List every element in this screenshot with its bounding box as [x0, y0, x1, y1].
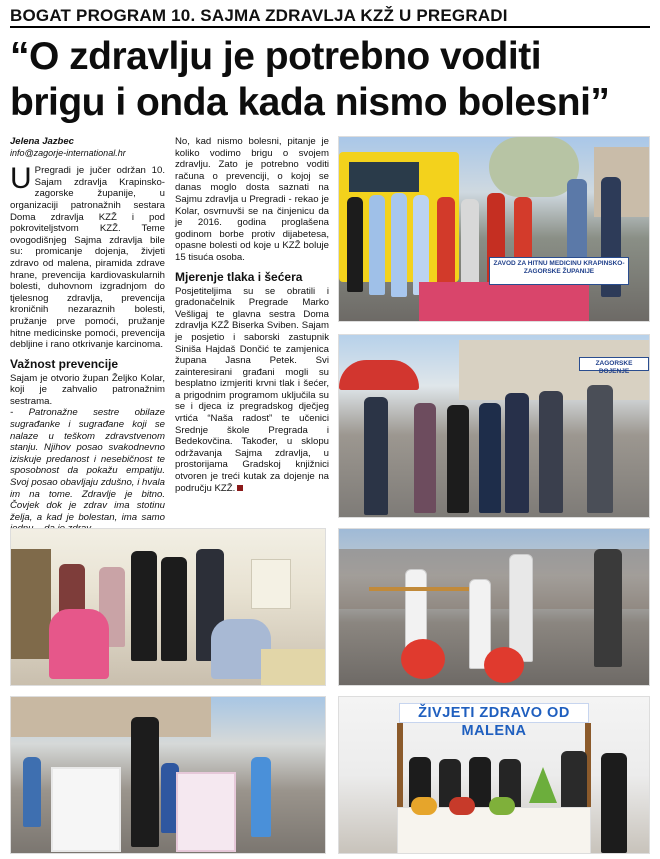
person [369, 195, 385, 295]
photo-nurses-ambulance [338, 136, 650, 322]
tree [489, 137, 579, 197]
photo-dignitaries [338, 334, 650, 518]
sofa [261, 649, 326, 686]
person [413, 195, 429, 295]
subheading-measurement: Mjerenje tlaka i šećera [175, 269, 303, 284]
end-mark [237, 485, 243, 491]
person [347, 197, 363, 292]
byline-author: Jelena Jazbec [10, 136, 74, 147]
person [161, 557, 187, 661]
article-paragraph-3-quote: - Patronažne sestre obilaze sugrađanke i sugrađane koji se nalaze u teškom zdravstvenom stanju. Njihov posao svakodnevno iziskuje predanost i nesebičnost te sposobnost da pokažu empatiju. Svoj posao obavljaju zdušno, i hvala im na tome. Zdravlje je bitno. Čovjek dok je zdrav ima stotinu želja, a kad je bolestan, ima samo [10, 407, 165, 523]
person [461, 199, 479, 295]
fruit-basket [411, 797, 437, 815]
section-header: BOGAT PROGRAM 10. SAJMA ZDRAVLJA KZŽ U PREGRADI [10, 6, 650, 28]
ambulance-window [349, 162, 419, 192]
headline [10, 34, 650, 126]
breastfeeding-sign: ZAGORSKE DOJENJE [579, 357, 649, 371]
article-column-1 [10, 136, 165, 551]
umbrella [339, 360, 419, 390]
person [479, 403, 501, 513]
adult [131, 717, 159, 847]
person [601, 753, 627, 853]
person [594, 549, 622, 667]
mother-with-baby [49, 609, 109, 679]
miffy-poster [251, 559, 291, 609]
person [509, 554, 533, 662]
byline-email: info@zagorje-international.hr [10, 147, 126, 158]
subheading-prevention: Važnost prevencije [10, 356, 119, 371]
ambulance-service-sign: ZAVOD ZA HITNU MEDICINU KRAPINSKO-ZAGORSKE ŽUPANIJE [489, 257, 629, 285]
person [437, 197, 455, 295]
fruit-basket [449, 797, 475, 815]
article-column-2 [175, 136, 329, 494]
photo-poster [176, 772, 236, 852]
photo-poster [51, 767, 121, 852]
exercise-ball [484, 647, 524, 683]
photo-breastfeeding-corner [10, 528, 326, 686]
headline-line-2: brigu i onda kada nismo bolesni” [10, 81, 610, 124]
article-paragraph-2: Sajam je otvorio župan Željko Kolar, koji je zahvalio patronažnim sestrama. [10, 372, 165, 407]
healthy-from-young-banner: ŽIVJETI ZDRAVO OD MALENA [399, 703, 589, 723]
paragraph-5-text: Posjetiteljima su se obratili i gradonačelnik Pregrade Marko Vešligaj te glavna sestra Doma zdravlja KZŽ Biserka Sviben. Sajam je posjetio i saborski zastupnik Siniša Hajdaš Dončić te zamjenica župana Jasna Petek. Svi zainteresirani građani mogli su besplatno izmjeriti krvni tlak i šećer, a prigodnim programom uključila su se i djeca iz pregradskog dječjeg vrtića “Naša radost” te učenici Srednje škole Pregrada i Bedekovčina. Također, u sklopu održavanja Sajma zdravlja, u prostorijama Gradskoj knjižnici otvoren je treći kutak za dojenje na području KZŽ. [175, 285, 329, 494]
photo-healthy-eating-stand [338, 696, 650, 854]
person [587, 385, 613, 513]
person [505, 393, 529, 513]
person [391, 193, 407, 297]
person [539, 391, 563, 513]
person [364, 397, 388, 515]
article-paragraph-1 [10, 162, 165, 351]
headline-line-1: “O zdravlju je potrebno voditi [10, 35, 542, 78]
person [447, 405, 469, 513]
dropcap: U [10, 162, 32, 196]
person [131, 551, 157, 661]
table-red-cloth [419, 282, 589, 322]
article-paragraph-5 [175, 286, 329, 495]
article-paragraph-4: No, kad nismo bolesni, pitanje je koliko vodimo brigu o svojem zdravlju. Zato je potrebno voditi računa o prevenciji, o kojoj se danas moglo dosta saznati na Sajmu zdravlja u Pregradi - rekao je Kolar, osvrnuvši se na činjenicu da je 2016. godina proglašena godinom borbe protiv dijabetesa, opasne bolesti od koje u KZŽ boluje 15 tisuća osoba. [175, 136, 329, 263]
person [414, 403, 436, 513]
photo-children-posters [10, 696, 326, 854]
exercise-stick [369, 587, 469, 591]
child [251, 757, 271, 837]
photo-exercise-demo [338, 528, 650, 686]
child [23, 757, 41, 827]
food-pyramid [529, 767, 557, 803]
bookshelf [11, 549, 51, 659]
fruit-basket [489, 797, 515, 815]
paragraph-1-text: Pregradi je jučer održan 10. Sajam zdravlja Krapinsko-zagorske županije, u organizaciji patronažnih sestara Doma zdravlja KZŽ i pod pokroviteljstvom KZŽ. Teme ovogodišnjeg Sajma zdravlja bile su: promicanje dojenja, živjeti zdravo od malena, piramida zdrave hrane, prevencija kardiovaskularnih bolesti, duhovnom izgradnjom do tjelesnog zdravlja, prevencija kroničnih nezaraznih bolesti, pružanje prve pomoći, pružanje hitne medicinske pomoći, prevencija debljine i rano otkrivanje karcinoma. [10, 165, 165, 351]
exercise-ball [401, 639, 445, 679]
building [11, 697, 211, 737]
